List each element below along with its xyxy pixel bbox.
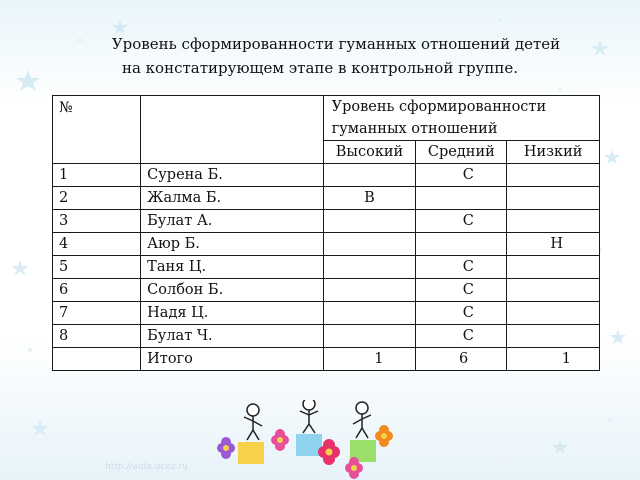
row-name: Солбон Б.: [141, 279, 323, 302]
table-row: [53, 210, 600, 233]
title-line-1: Уровень сформированности гуманных отношений детей: [111, 35, 561, 53]
header-level-line-2: гуманных отношений: [331, 121, 498, 137]
header-level-line-1: Уровень сформированности: [331, 99, 547, 115]
table-row: [53, 279, 600, 302]
header-num: №: [53, 96, 141, 164]
kids-flowers-decoration: [210, 400, 400, 480]
row-medium: С: [416, 279, 507, 302]
row-name: Жалма Б.: [141, 187, 323, 210]
row-high: [323, 302, 416, 325]
row-name: Булат Ч.: [141, 325, 323, 348]
watermark: http://aida.ucoz.ru: [105, 462, 188, 472]
header-medium: Средний: [416, 141, 507, 164]
row-medium: С: [416, 210, 507, 233]
row-low: Н: [507, 233, 600, 256]
row-medium: С: [416, 164, 507, 187]
row-low: [507, 187, 600, 210]
table-row: [53, 325, 600, 348]
header-row: [53, 96, 600, 141]
row-num: 1: [53, 164, 141, 187]
row-high: [323, 164, 416, 187]
row-low: [507, 325, 600, 348]
table-row: [53, 256, 600, 279]
stick-figure-icon: [300, 400, 318, 433]
row-medium: С: [416, 302, 507, 325]
header-level: [323, 96, 599, 141]
row-num: 2: [53, 187, 141, 210]
header-low: Низкий: [507, 141, 600, 164]
row-num: 4: [53, 233, 141, 256]
results-table: [52, 95, 600, 371]
row-high: В: [323, 187, 416, 210]
row-name: Аюр Б.: [141, 233, 323, 256]
row-low: [507, 279, 600, 302]
table-row: [53, 302, 600, 325]
row-name: Таня Ц.: [141, 256, 323, 279]
row-low: [507, 256, 600, 279]
row-high: [323, 279, 416, 302]
page-title: [0, 32, 640, 80]
row-medium: [416, 187, 507, 210]
row-low: [507, 302, 600, 325]
row-num: 3: [53, 210, 141, 233]
row-num: 8: [53, 325, 141, 348]
yellow-block-icon: [238, 442, 264, 464]
table-row: [53, 164, 600, 187]
row-high: [323, 233, 416, 256]
row-high: [323, 256, 416, 279]
row-name: Булат А.: [141, 210, 323, 233]
header-name: [141, 96, 323, 164]
total-row: [53, 348, 600, 371]
total-num: [53, 348, 141, 371]
total-low: 1: [507, 348, 600, 371]
row-medium: С: [416, 325, 507, 348]
row-high: [323, 325, 416, 348]
total-medium: 6: [416, 348, 507, 371]
flower-icon: [217, 437, 235, 459]
table-row: [53, 233, 600, 256]
stick-figure-icon: [353, 402, 371, 438]
row-name: Надя Ц.: [141, 302, 323, 325]
title-line-2: на констатирующем этапе в контрольной группе.: [121, 59, 519, 77]
flower-icon: [375, 425, 393, 447]
table-row: [53, 187, 600, 210]
row-low: [507, 210, 600, 233]
stick-figure-icon: [244, 404, 262, 440]
row-num: 5: [53, 256, 141, 279]
row-medium: [416, 233, 507, 256]
total-high: 1: [323, 348, 416, 371]
row-name: Сурена Б.: [141, 164, 323, 187]
total-label: Итого: [141, 348, 323, 371]
row-high: [323, 210, 416, 233]
row-num: 7: [53, 302, 141, 325]
header-high: Высокий: [323, 141, 416, 164]
flower-icon: [271, 429, 289, 451]
row-num: 6: [53, 279, 141, 302]
row-low: [507, 164, 600, 187]
row-medium: С: [416, 256, 507, 279]
